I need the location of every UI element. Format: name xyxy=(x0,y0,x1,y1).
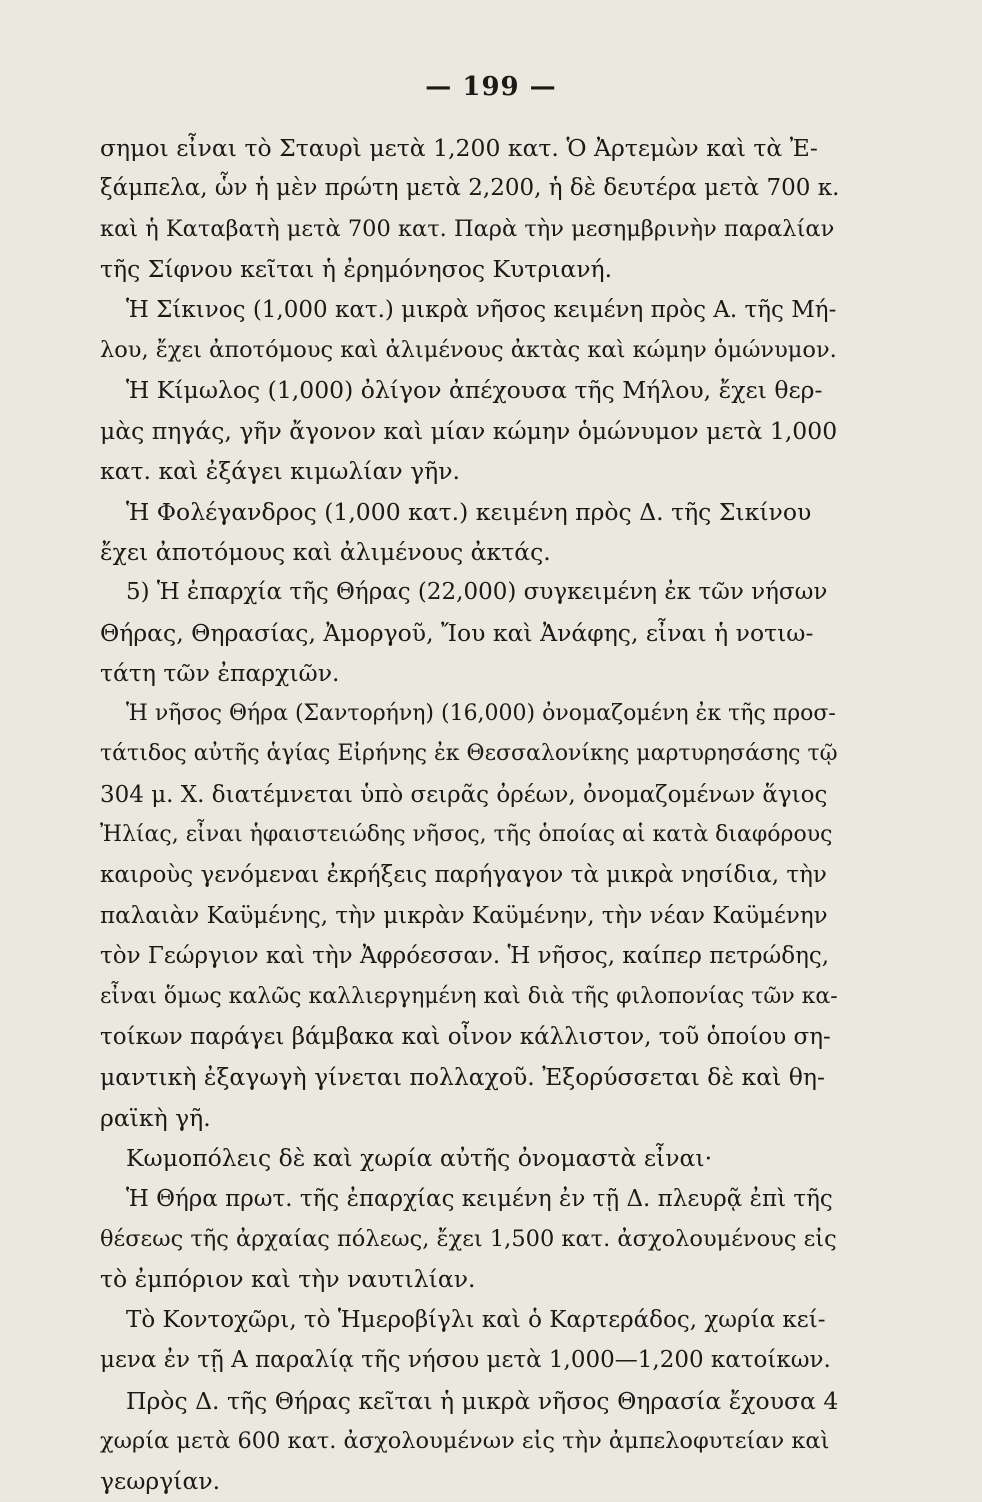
text-line: Κωμοπόλεις δὲ καὶ χωρία αὐτῆς ὀνομαστὰ εἶναι· xyxy=(126,1144,713,1173)
text-line: Ἡ Σίκινος (1,000 κατ.) μικρὰ νῆσος κειμένη πρὸς Α. τῆς Μή- xyxy=(126,296,837,323)
text-line: λου, ἔχει ἀποτόμους καὶ ἀλιμένους ἀκτὰς καὶ κώμην ὁμώνυμον. xyxy=(100,337,837,364)
text-line: μὰς πηγάς, γῆν ἄγονον καὶ μίαν κώμην ὁμώνυμον μετὰ 1,000 xyxy=(100,416,838,445)
text-line: καιροὺς γενόμεναι ἐκρήξεις παρήγαγον τὰ μικρὰ νησίδια, τὴν xyxy=(100,862,827,889)
text-line: ραϊκὴ γῆ. xyxy=(100,1103,211,1132)
page-number: — 199 — xyxy=(425,72,557,102)
text-line: τὸν Γεώργιον καὶ τὴν Ἀφρόεσσαν. Ἡ νῆσος, καίπερ πετρώδης, xyxy=(100,943,830,970)
text-line: τὸ ἐμπόριον καὶ τὴν ναυτιλίαν. xyxy=(100,1265,476,1294)
text-line: Ἡ Κίμωλος (1,000) ὀλίγον ἀπέχουσα τῆς Μήλου, ἔχει θερ- xyxy=(126,376,823,405)
text-line: γεωργίαν. xyxy=(100,1467,221,1496)
page-body-text xyxy=(100,128,840,1502)
text-line: μενα ἐν τῇ Α παραλίᾳ τῆς νήσου μετὰ 1,000—1,200 κατοίκων. xyxy=(100,1347,831,1374)
text-line: χωρία μετὰ 600 κατ. ἀσχολουμένων εἰς τὴν ἀμπελοφυτείαν καὶ xyxy=(100,1428,830,1454)
text-line: καὶ ἡ Καταβατὴ μετὰ 700 κατ. Παρὰ τὴν μεσημβρινὴν παραλίαν xyxy=(100,215,835,242)
text-line: εἶναι ὅμως καλῶς καλλιεργημένη καὶ διὰ τῆς φιλοπονίας τῶν κα- xyxy=(100,983,838,1009)
text-line: Ἡ Θήρα πρωτ. τῆς ἐπαρχίας κειμένη ἐν τῇ Δ. πλευρᾷ ἐπὶ τῆς xyxy=(126,1185,833,1212)
text-line: Πρὸς Δ. τῆς Θήρας κεῖται ἡ μικρὰ νῆσος Θηρασία ἔχουσα 4 xyxy=(126,1386,839,1415)
text-line: 304 μ. Χ. διατέμνεται ὑπὸ σειρᾶς ὀρέων, ὀνομαζομένων ἅγιος xyxy=(100,781,828,808)
text-line: μαντικὴ ἐξαγωγὴ γίνεται πολλαχοῦ. Ἐξορύσσεται δὲ καὶ θη- xyxy=(100,1063,825,1092)
text-line: σημοι εἶναι τὸ Σταυρὶ μετὰ 1,200 κατ. Ὁ Ἀρτεμὼν καὶ τὰ Ἐ- xyxy=(100,134,818,162)
text-line: ἔχει ἀποτόμους καὶ ἀλιμένους ἀκτάς. xyxy=(100,538,551,567)
text-line: Ἡ Φολέγανδρος (1,000 κατ.) κειμένη πρὸς Δ. τῆς Σικίνου xyxy=(126,497,812,526)
text-line: Ἠλίας, εἶναι ἡφαιστειώδης νῆσος, τῆς ὁποίας αἱ κατὰ διαφόρους xyxy=(100,821,833,847)
text-line: τάτη τῶν ἐπαρχιῶν. xyxy=(100,659,340,688)
text-line: Ἡ νῆσος Θήρα (Σαντορήνη) (16,000) ὀνομαζομένη ἐκ τῆς προσ- xyxy=(126,700,836,726)
text-line: κατ. καὶ ἐξάγει κιμωλίαν γῆν. xyxy=(100,457,461,486)
text-line: Τὸ Κοντοχῶρι, τὸ Ἡμεροβίγλι καὶ ὁ Καρτεράδος, χωρία κεί- xyxy=(126,1306,826,1333)
text-line: τοίκων παράγει βάμβακα καὶ οἶνον κάλλιστον, τοῦ ὁποίου ση- xyxy=(100,1023,831,1050)
text-line: τῆς Σίφνου κεῖται ἡ ἐρημόνησος Κυτριανή. xyxy=(100,255,613,284)
text-line: θέσεως τῆς ἀρχαίας πόλεως, ἔχει 1,500 κατ. ἀσχολουμένους εἰς xyxy=(100,1225,837,1252)
text-line: Θήρας, Θηρασίας, Ἀμοργοῦ, Ἴου καὶ Ἀνάφης, εἶναι ἡ νοτιω- xyxy=(100,618,814,647)
text-line: τάτιδος αὐτῆς ἁγίας Εἰρήνης ἐκ Θεσσαλονίκης μαρτυρησάσης τῷ xyxy=(100,741,838,767)
text-line: παλαιὰν Καϋμένης, τὴν μικρὰν Καϋμένην, τὴν νέαν Καϋμένην xyxy=(100,902,828,929)
text-line: 5) Ἡ ἐπαρχία τῆς Θήρας (22,000) συγκειμένη ἐκ τῶν νήσων xyxy=(126,579,828,606)
text-line: ξάμπελα, ὧν ἡ μὲν πρώτη μετὰ 2,200, ἡ δὲ δευτέρα μετὰ 700 κ. xyxy=(100,175,840,202)
